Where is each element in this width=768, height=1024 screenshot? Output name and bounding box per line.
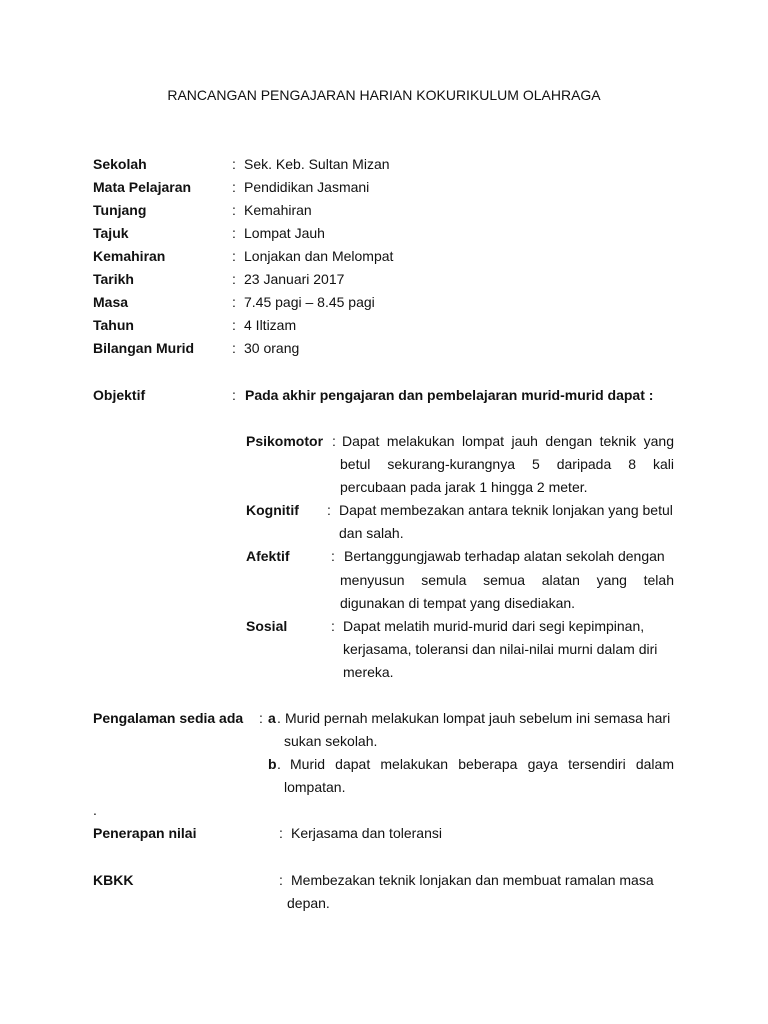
stray-dot: . bbox=[93, 802, 97, 818]
pengalaman-marker-b: b bbox=[268, 756, 277, 772]
nilai-value: Kerjasama dan toleransi bbox=[291, 825, 442, 841]
domain-label-afektif: Afektif bbox=[246, 548, 290, 564]
info-colon: : bbox=[232, 202, 236, 218]
nilai-colon: : bbox=[279, 825, 283, 841]
domain-line: menyusun semula semua alatan yang telah bbox=[340, 572, 674, 588]
pengalaman-marker-dot: . bbox=[277, 710, 281, 726]
info-value-kemahiran: Lonjakan dan Melompat bbox=[244, 248, 394, 264]
pengalaman-line: Murid pernah melakukan lompat jauh sebelum ini semasa hari bbox=[285, 710, 671, 726]
info-colon: : bbox=[232, 317, 236, 333]
domain-label-sosial: Sosial bbox=[246, 618, 288, 634]
domain-label-kognitif: Kognitif bbox=[246, 502, 299, 518]
objektif-intro: Pada akhir pengajaran dan pembelajaran murid-murid dapat : bbox=[245, 387, 654, 403]
info-value-sekolah: Sek. Keb. Sultan Mizan bbox=[244, 156, 390, 172]
page-title: RANCANGAN PENGAJARAN HARIAN KOKURIKULUM OLAHRAGA bbox=[167, 87, 601, 103]
info-colon: : bbox=[232, 179, 236, 195]
info-colon: : bbox=[232, 156, 236, 172]
pengalaman-line: Murid dapat melakukan beberapa gaya tersendiri dalam bbox=[290, 756, 674, 772]
pengalaman-marker-a: a bbox=[268, 710, 276, 726]
pengalaman-marker-dot: . bbox=[277, 756, 281, 772]
domain-line: dan salah. bbox=[339, 525, 404, 541]
info-colon: : bbox=[232, 340, 236, 356]
info-colon: : bbox=[232, 248, 236, 264]
info-label-masa: Masa bbox=[93, 294, 129, 310]
info-label-tunjang: Tunjang bbox=[93, 202, 147, 218]
info-colon: : bbox=[232, 225, 236, 241]
pengalaman-line: lompatan. bbox=[284, 779, 346, 795]
kbkk-line: depan. bbox=[287, 895, 330, 911]
info-label-tarikh: Tarikh bbox=[93, 271, 134, 287]
info-value-tunjang: Kemahiran bbox=[244, 202, 312, 218]
pengalaman-label: Pengalaman sedia ada bbox=[93, 710, 244, 726]
domain-line: betul sekurang-kurangnya 5 daripada 8 kali bbox=[340, 456, 674, 472]
kbkk-colon: : bbox=[279, 872, 283, 888]
pengalaman-line: sukan sekolah. bbox=[284, 733, 378, 749]
info-label-tahun: Tahun bbox=[93, 317, 134, 333]
domain-line: Dapat melatih murid-murid dari segi kepimpinan, bbox=[343, 618, 645, 634]
kbkk-line: Membezakan teknik lonjakan dan membuat ramalan masa bbox=[291, 872, 654, 888]
domain-colon: : bbox=[332, 433, 336, 449]
info-value-bilangan-murid: 30 orang bbox=[244, 340, 300, 356]
info-colon: : bbox=[232, 294, 236, 310]
domain-line: kerjasama, toleransi dan nilai-nilai murni dalam diri bbox=[343, 641, 658, 657]
domain-line: Bertanggungjawab terhadap alatan sekolah dengan bbox=[344, 548, 665, 564]
domain-colon: : bbox=[331, 618, 335, 634]
info-label-tajuk: Tajuk bbox=[93, 225, 129, 241]
domain-line: Dapat membezakan antara teknik lonjakan yang betul bbox=[339, 502, 673, 518]
domain-line: Dapat melakukan lompat jauh dengan teknik yang bbox=[342, 433, 674, 449]
info-value-tarikh: 23 Januari 2017 bbox=[244, 271, 345, 287]
info-label-sekolah: Sekolah bbox=[93, 156, 147, 172]
domain-line: mereka. bbox=[343, 664, 394, 680]
info-label-kemahiran: Kemahiran bbox=[93, 248, 166, 264]
info-value-tahun: 4 Iltizam bbox=[244, 317, 297, 333]
kbkk-label: KBKK bbox=[93, 872, 134, 888]
info-value-mata-pelajaran: Pendidikan Jasmani bbox=[244, 179, 370, 195]
info-label-bilangan-murid: Bilangan Murid bbox=[93, 340, 195, 356]
domain-line: digunakan di tempat yang disediakan. bbox=[340, 595, 576, 611]
domain-label-psikomotor: Psikomotor bbox=[246, 433, 324, 449]
objektif-colon: : bbox=[232, 387, 236, 403]
pengalaman-colon: : bbox=[259, 710, 263, 726]
info-colon: : bbox=[232, 271, 236, 287]
info-value-tajuk: Lompat Jauh bbox=[244, 225, 325, 241]
info-value-masa: 7.45 pagi – 8.45 pagi bbox=[244, 294, 375, 310]
objektif-label: Objektif bbox=[93, 387, 146, 403]
nilai-label: Penerapan nilai bbox=[93, 825, 197, 841]
domain-colon: : bbox=[331, 548, 335, 564]
domain-colon: : bbox=[327, 502, 331, 518]
domain-line: percubaan pada jarak 1 hingga 2 meter. bbox=[340, 479, 588, 495]
info-label-mata-pelajaran: Mata Pelajaran bbox=[93, 179, 192, 195]
